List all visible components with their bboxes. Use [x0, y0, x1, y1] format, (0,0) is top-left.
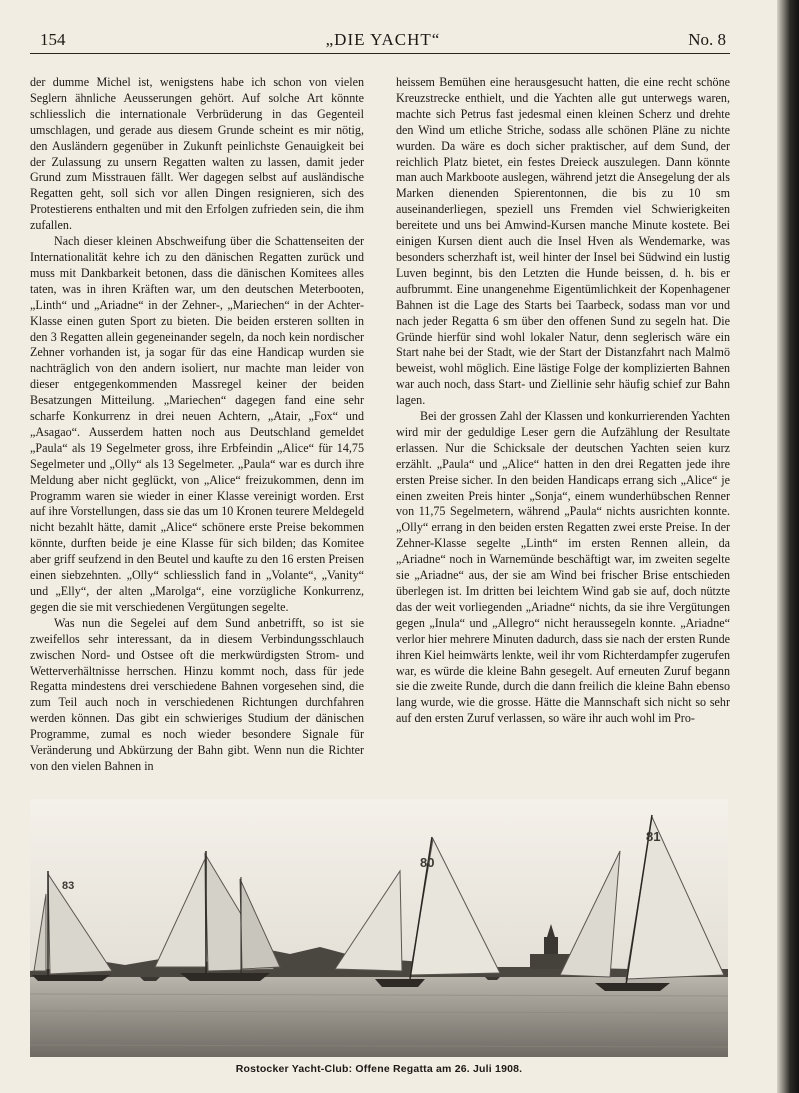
header-rule [30, 53, 730, 54]
paragraph: Nach dieser kleinen Abschweifung über die Schattenseiten der Internationalität kehre ich zu den dänischen Regatten zurück und muss mit Dankbarkeit betonen, dass die dänischen Komitees alles taten, was in ihren Kräften war, um den deutschen Meterbooten, „Linth“ und „Ariadne“ in der Zehner-, „Mariechen“ in der Achter-Klasse einen guten Sport zu bieten. Die beiden ersteren sollten in den 3 Regatten allein gegeneinander segeln, da noch kein nordischer Zehner vorhanden ist, ja sogar für das eine Handicap wurden sie nachträglich von den andern isoliert, nur machte man leider von dieser entgegenkommenden Massregel keiner der beiden Besatzungen Mitteilung. „Mariechen“ dagegen fand eine sehr scharfe Konkurrenz in drei neuen Achtern, „Atair, „Fox“ und „Asagao“. Ausserdem hatten noch aus Deutschland gemeldet „Paula“ als 19 Segelmeter gross, ihre Erbfeindin „Alice“ für 14,75 Segelmeter und „Olly“ als 13 Segelmeter. „Paula“ war es durch ihre Meldung aber nicht geglückt, von „Alice“ freizukommen, denn im Programm waren sie wieder in einer Klasse vereinigt worden. Erst auf ihre Vorstellungen, dass sie das um 10 Kronen teurere Meldegeld nicht bezahlt hätte, damit „Alice“ schönere erste Preise bekommen könnte, durften beide je eine Klasse für sich bilden; das Komitee aber griff seufzend in den Beutel und kaufte zu den 16 ersten Preisen einen siebzehnten. „Olly“ schliesslich fand in „Volante“, „Vanity“ und „Elly“, der alten „Marolga“, eine vorzügliche Konkurrenz, gegen die sie mit verschiedenen Vergütungen segelte. [30, 234, 364, 614]
sail-number-81: 81 [646, 829, 661, 844]
issue-number: No. 8 [688, 30, 726, 49]
photo-caption: Rostocker Yacht-Club: Offene Regatta am 26. Juli 1908. [235, 1063, 523, 1075]
left-column [30, 75, 364, 775]
journal-title: „DIE YACHT“ [325, 30, 441, 49]
paragraph: Bei der grossen Zahl der Klassen und konkurrierenden Yachten wird mir der geduldige Leser gern die Aufzählung der Resultate erlassen. Nur die Schicksale der deutschen Yachten seien kurz erzählt. „Paula“ und „Alice“ hatten in den drei Regatten jede ihre ersten Preise sicher. In den beiden Handicaps errang sich „Alice“ je einen zweiten Preis hinter „Sonja“, einem wunderhübschen Renner von 11,75 Segelmetern, während „Paula“ nichts ausrichten konnte. „Olly“ errang in den beiden ersten Regatten zwei erste Preise. In der Zehner-Klasse segelte „Linth“ im ersten Rennen allein, da „Ariadne“ noch in Warnemünde beschäftigt war, im zweiten segelte sie „Ariadne“ aus, der sie am Wind bei frischer Brise entschieden überlegen ist. Im dritten bei leichtem Wind gab sie auf, doch nützte das der weit vorliegenden „Ariadne“ nichts, da sie ihre Vergütungen gegen „Inula“ und „Allegro“ nicht heraussegeln konnte. „Ariadne“ verlor hier mehrere Minuten dadurch, dass sie nach der ersten Runde ihren Kiel heimwärts lenkte, weil ihr vom Richterdampfer zugerufen war, es würde die kleine Bahn gesegelt. Auf erneuten Zuruf begann sie die zweite Runde, durch die dann freilich die kleine Bahn ebenso lang wurde, wie die grosse. Hätte die Mannschaft sich nicht so sehr auf den ersten Zuruf verlassen, so wäre ihr auch wohl im Pro- [396, 409, 730, 726]
paragraph: der dumme Michel ist, wenigstens habe ich schon von vielen Seglern ähnliche Aeusserungen gehört. Auf solche Art könnte schliesslich die internationale Verbrüderung in das Gegenteil umschlagen, und gerade aus diesem Grunde scheint es mir nötig, den Ausländern gegenüber in Zukunft peinlichste Genauigkeit bei der Zulassung zu unsern Regatten walten zu lassen, damit jeder Grund zum Misstrauen fällt. Wer dagegen selbst auf ausländische Regatten geht, soll sich vor allen Dingen resignieren, sich des Protestierens enthalten und mit den Erfolgen zufrieden sein, die ihm zufallen. [30, 75, 364, 233]
page-header [40, 30, 726, 52]
sail-number-80: 80 [420, 855, 435, 870]
sail-number-83: 83 [62, 880, 75, 892]
right-column [396, 75, 730, 727]
paragraph: heissem Bemühen eine herausgesucht hatten, die eine recht schöne Kreuzstrecke enthielt, und die Yachten alle gut unterwegs waren, machte sich Petrus fast jedesmal einen kleinen Scherz und drehte den Wind um etliche Striche, sodass alle schönen Pläne zu nichte wurden. Da wäre es doch sicher praktischer, auf dem Sund, der reichlich Platz bietet, ein festes Dreieck auszulegen. Dann könnte man auch Markboote auslegen, während jetzt die Ansegelung der als Marken dienenden Spierentonnen, die bis zu 10 sm auseinanderliegen, speziell uns Fremden viel Schwierigkeiten bereitete und uns bei Amwind-Kursen manche Minute kostete. Bei einigen Kursen dient auch die Insel Hven als Wendemarke, was besonders scherzhaft ist, weil hinter der Insel bei Südwind ein lustig Luven beginnt, bis den Letzten die Hunde beissen, d. h. bis er aufbrummt. Eine unangenehme Eigentümlichkeit der Kopenhagener Bahnen ist die Lage des Starts bei Taarbeck, sodass man vor und nach jeder Regatta 6 sm über den offenen Sund zu segeln hat. Die Gründe hierfür sind wohl lokaler Natur, denn seglerisch wäre ein Start nahe bei der Stadt, wie der Start der Distanzfahrt nach Malmö beweist, wohl möglich. Eine lästige Folge der komplizierten Bahnen war auch noch, dass Start- und Ziellinie sehr häufig schief zur Bahn lagen. [396, 75, 730, 408]
page-edge-shadow [777, 0, 799, 1093]
regatta-photograph [30, 799, 728, 1057]
paragraph: Was nun die Segelei auf dem Sund anbetrifft, so ist sie zweifellos sehr interessant, da in diesem Verbindungsschlauch zwischen Nord- und Ostsee oft die merkwürdigsten Strom- und Wetterverhältnisse herrschen. Hinzu kommt noch, dass für jede Regatta mindestens drei verschiedene Bahnen vorgesehen sind, die zum Teil auch noch in verschiedenen Richtungen durchfahren werden können. Das gibt ein schwieriges Studium der dänischen Programme, zumal es noch wieder besondere Signale für Veränderung und Abkürzung der Bahn gibt. Wenn nun die Richter von den vielen Bahnen in [30, 615, 364, 773]
page-number: 154 [40, 30, 66, 49]
